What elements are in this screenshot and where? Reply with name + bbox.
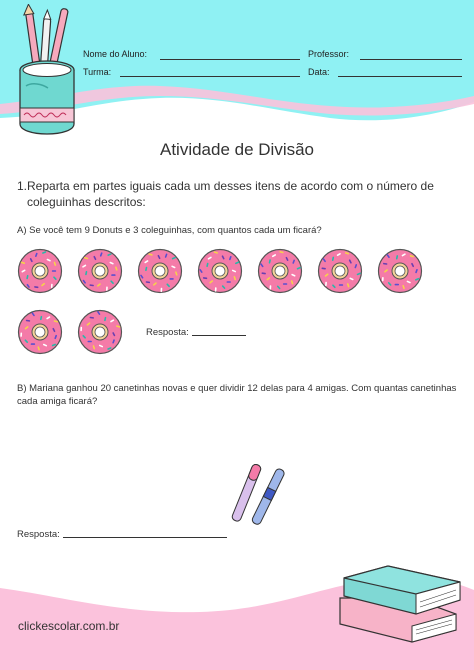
answer-label: Resposta: (17, 529, 60, 540)
question-text: Reparta em partes iguais cada um desses itens de acordo com o número de coleguinhas descritos: (27, 179, 434, 209)
question-number: 1. (17, 179, 28, 193)
part-a-prompt: A) Se você tem 9 Donuts e 3 coleguinhas, com quantos cada um ficará? (17, 225, 322, 236)
books-illustration (336, 552, 464, 644)
donut-icon (317, 248, 363, 294)
answer-line[interactable] (192, 335, 246, 336)
date-line[interactable] (338, 76, 462, 77)
page-title: Atividade de Divisão (159, 140, 315, 159)
answer-label: Resposta: (146, 327, 189, 338)
part-b-answer (17, 529, 227, 540)
website-link[interactable]: clickescolar.com.br (18, 619, 120, 633)
answer-line[interactable] (63, 537, 227, 538)
part-a-answer (146, 327, 246, 338)
donut-icon (137, 248, 183, 294)
donut-icon (257, 248, 303, 294)
student-name-label: Nome do Aluno: (83, 49, 148, 59)
student-name-line[interactable] (160, 59, 300, 60)
donut-icon (17, 248, 63, 294)
donut-icon (77, 248, 123, 294)
pencil-cup-illustration (12, 4, 82, 136)
donut-icon (77, 309, 123, 355)
class-line[interactable] (120, 76, 300, 77)
markers-illustration (222, 460, 292, 540)
class-label: Turma: (83, 67, 112, 77)
date-label: Data: (308, 67, 330, 77)
part-b-prompt: B) Mariana ganhou 20 canetinhas novas e quer dividir 12 delas para 4 amigas. Com quantas canetinhas cada amiga ficará? (17, 383, 457, 407)
donut-icon (197, 248, 243, 294)
donut-icon (17, 309, 63, 355)
teacher-line[interactable] (360, 59, 462, 60)
teacher-label: Professor: (308, 49, 350, 59)
donut-icon (377, 248, 423, 294)
